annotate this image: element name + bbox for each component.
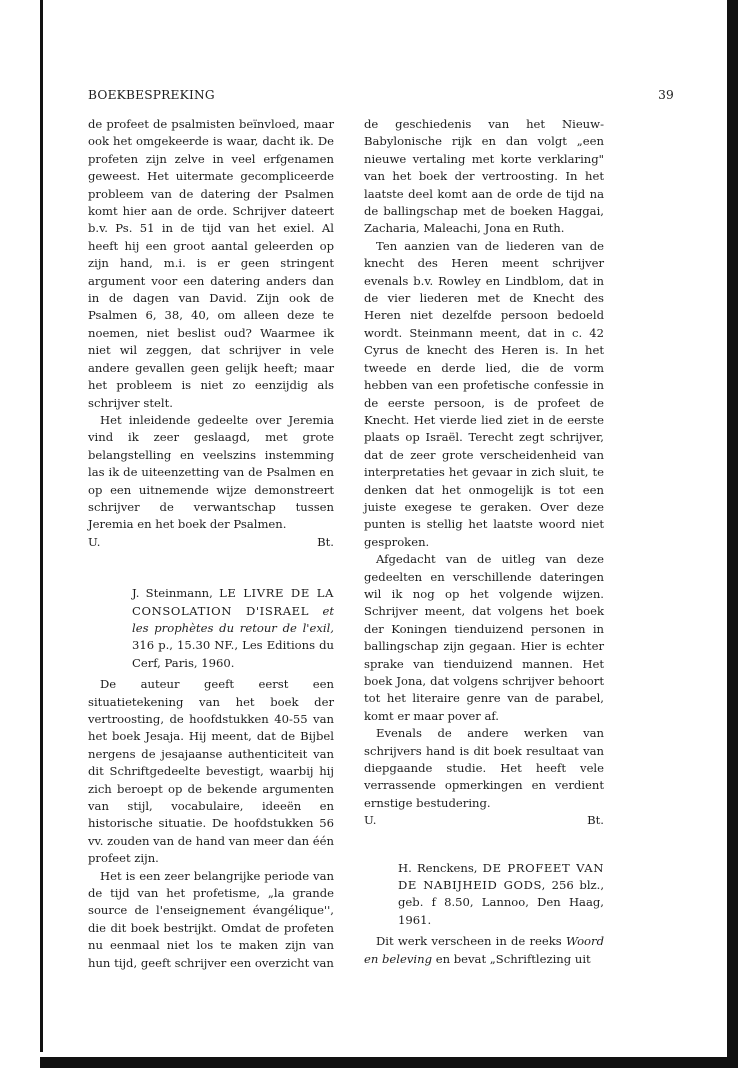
left-column (88, 116, 334, 972)
signature-initial-left: U. (88, 534, 101, 549)
paragraph-text: en bevat „Schriftlezing uit (435, 951, 591, 966)
review-heading (88, 585, 334, 672)
review-author: J. Steinmann, (132, 586, 213, 601)
paragraph: de profeet de psalmisten beïnvloed, maar ook het omgekeerde is waar, dacht ik. De profeten zijn zelve in veel erfgenamen geweest. Het uitermate gecompliceerde probleem van de datering der Psalmen komt hier aan de orde. Schrijver dateert b.v. Ps. 51 in de tijd van het exiel. Al heeft hij een groot aantal geleerden op zijn hand, m.i. is er geen stringent argument voor een datering anders dan in de dagen van David. Zijn ook de Psalmen 6, 38, 40, om alleen deze te noemen, niet beslist oud? Waarmee ik niet wil zeggen, dat schrijver in vele andere gevallen geen gelijk heeft; maar het probleem is niet zo eenzijdig als schrijver stelt. (88, 117, 334, 410)
page-left-border (40, 0, 43, 1052)
review-details: 316 p., 15.30 NF., Les Editions du Cerf, Paris, 1960. (132, 638, 334, 670)
paragraph: Evenals de andere werken van schrijvers hand is dit boek resultaat van diepgaande studie. Het heeft vele verrassende opmerkingen en verdient ernstige bestudering. (364, 726, 604, 810)
paragraph: Het inleidende gedeelte over Jeremia vind ik zeer geslaagd, met grote belangstelling en veelszins instemming las ik de uiteenzetting van de Psalmen en op een uitnemende wijze demonstreert schrijver de verwantschap tussen Jeremia en het boek der Psalmen. (88, 412, 334, 532)
page-header (88, 88, 674, 108)
review-title: DE PROFEET VAN DE NABIJHEID GODS, (398, 860, 604, 893)
right-column (364, 116, 604, 968)
review-subtitle: et les prophètes du retour de l'exil, (132, 603, 335, 635)
paragraph: Ten aanzien van de liederen van de knecht des Heren meent schrijver evenals b.v. Rowley en Lindblom, dat in de vier liederen met de Knecht des Heren niet dezelfde persoon bedoeld wordt. Steinmann meent, dat in c. 42 Cyrus de knecht des Heren is. In het tweede en derde lied, die de vorm hebben van een profetische confessie in de eerste persoon, is de profeet de Knecht. Het vierde lied ziet in de eerste plaats op Israël. Terecht zegt schrijver, dat de zeer grote verscheidenheid van interpretaties het gevaar in zich sluit, te denken dat het onmogelijk is tot een juiste exegese te geraken. Over deze punten is stellig het laatste woord niet gesproken. (364, 238, 604, 549)
signature (88, 534, 334, 551)
paragraph: Het is een zeer belangrijke periode van de tijd van het profetisme, „la grande source de l'enseignement évangélique'', die dit boek bestrijkt. Omdat de profeten nu eenmaal niet los te maken zijn van hun tijd, geeft schrijver een overzicht van (88, 868, 334, 970)
signature (364, 812, 604, 829)
paragraph: Afgedacht van de uitleg van deze gedeelten en verschillende dateringen wil ik nog op het volgende wijzen. Schrijver meent, dat volgens het boek der Koningen tienduizend personen in ballingschap zijn gegaan. Hier is echter sprake van tienduizend mannen. Het boek Jona, dat volgens schrijver behoort tot het literaire genre van de parabel, komt er maar pover af. (364, 552, 604, 723)
page-right-border (727, 0, 738, 1068)
paragraph-text: Dit werk verscheen in de reeks (376, 934, 562, 949)
page-number: 39 (658, 88, 674, 102)
review-heading (364, 860, 604, 930)
paragraph: De auteur geeft eerst een situatietekening van het boek der vertroosting, de hoofdstukken 40-55 van het boek Jesaja. Hij meent, dat de Bijbel nergens de jesajaanse authenticiteit van dit Schriftgedeelte bevestigt, waarbij hij zich beroept op de bekende argumenten van stijl, vocabulaire, ideeën en historische situatie. De hoofdstukken 56 vv. zouden van de hand van meer dan één profeet zijn. (88, 677, 334, 866)
signature-initial-left: U. (364, 813, 377, 828)
signature-initial-right: Bt. (587, 813, 604, 828)
paragraph: de geschiedenis van het Nieuw-Babylonische rijk en dan volgt „een nieuwe vertaling met korte verklaring" van het boek der vertroosting. In het laatste deel komt aan de orde de tijd na de ballingschap met de boeken Haggai, Zacharia, Maleachi, Jona en Ruth. (364, 117, 604, 236)
review-author: H. Renckens, (398, 860, 478, 875)
series-title: Woord en beleving (364, 934, 604, 966)
review-title: LE LIVRE DE LA CONSOLATION D'ISRAEL (132, 586, 334, 618)
paragraph (364, 933, 604, 968)
running-title: BOEKBESPREKING (88, 88, 215, 102)
signature-initial-right: Bt. (317, 534, 334, 549)
page-bottom-border (40, 1057, 738, 1068)
review-details: 256 blz., geb. f 8.50, Lannoo, Den Haag, 1961. (398, 878, 605, 927)
